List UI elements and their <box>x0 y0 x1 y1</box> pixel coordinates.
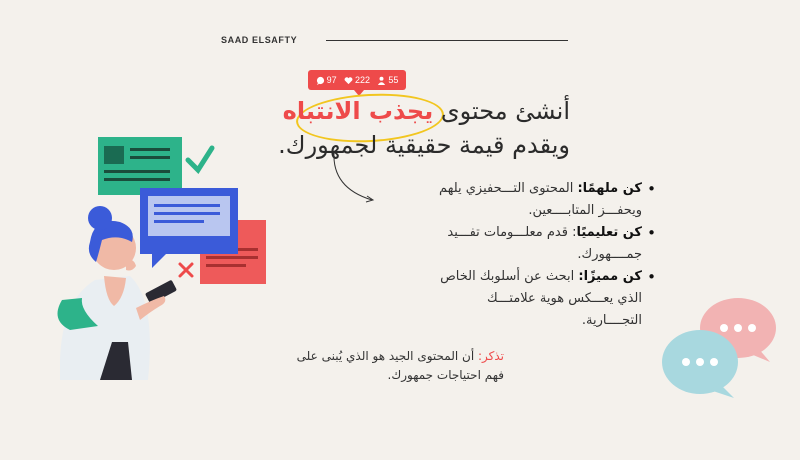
tip-title: كن تعليميًا <box>576 225 642 240</box>
comment-icon <box>316 76 325 85</box>
tip-title: كن مميزًا: <box>578 269 642 284</box>
tip-text: : قدم معلـــومات تفـــيد جمــــهورك. <box>447 225 642 262</box>
tip-text: المحتوى التـــحفيزي يلهم ويحفـــز المتابــــعين. <box>439 181 642 218</box>
reminder-text: أن المحتوى الجيد هو الذي يُبنى على فهم احتياجات جمهورك. <box>296 349 504 382</box>
tip-title: كن ملهمًا: <box>577 181 642 196</box>
check-icon <box>188 148 212 170</box>
reminder-label: تذكر: <box>477 349 504 363</box>
chat-bubbles-decoration <box>658 290 788 400</box>
tip-item-educational <box>432 222 642 266</box>
social-stats-badge <box>308 70 406 90</box>
headline-before: أنشئ محتوى <box>433 97 570 125</box>
content-creator-illustration <box>40 130 280 380</box>
heart-icon <box>344 76 353 85</box>
speech-bubble-icon <box>662 330 738 398</box>
author-name: SAAD ELSAFTY <box>221 35 298 45</box>
headline-after: ويقدم قيمة حقيقية لجمهورك. <box>278 131 570 159</box>
followers-stat <box>377 75 398 85</box>
comments-count: 97 <box>326 75 337 85</box>
headline-highlight: يجذب الانتباه <box>282 97 434 125</box>
user-icon <box>377 76 386 85</box>
divider-line <box>326 40 568 41</box>
followers-count: 55 <box>388 75 399 85</box>
reminder-note <box>276 347 504 385</box>
tip-text: ابحث عن أسلوبك الخاص الذي يعـــكس هوية علامتـــك التجــــارية. <box>440 269 642 328</box>
headline <box>236 94 570 162</box>
likes-stat <box>344 75 370 85</box>
cross-icon <box>180 264 192 276</box>
comments-stat <box>316 75 337 85</box>
likes-count: 222 <box>354 75 371 85</box>
curved-arrow <box>326 150 386 210</box>
tips-list <box>432 178 656 332</box>
tip-item-inspiring <box>432 178 642 222</box>
tip-item-distinctive <box>432 266 642 332</box>
